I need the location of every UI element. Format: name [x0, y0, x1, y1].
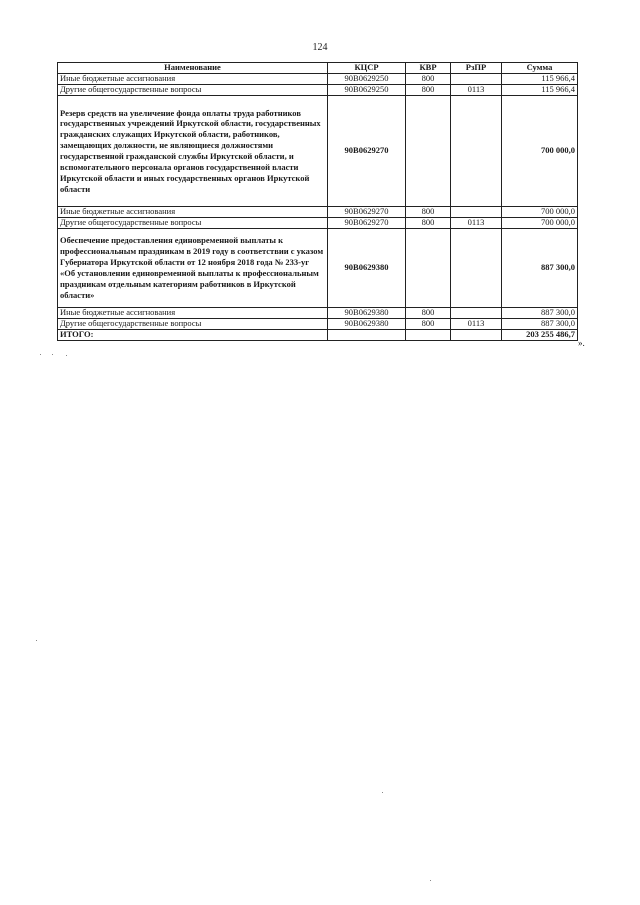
row-sum: 700 000,0	[502, 96, 578, 207]
row-name: Другие общегосударственные вопросы	[58, 319, 328, 330]
row-kcsr: 90В0629270	[328, 207, 406, 218]
row-sum: 887 300,0	[502, 319, 578, 330]
scan-speck	[430, 880, 431, 881]
table-row	[58, 319, 578, 330]
row-kcsr: 90В0629250	[328, 85, 406, 96]
row-sum: 887 300,0	[502, 308, 578, 319]
row-kcsr: 90В0629270	[328, 96, 406, 207]
header-name: Наименование	[58, 63, 328, 74]
row-sum: 700 000,0	[502, 207, 578, 218]
row-sum: 115 966,4	[502, 74, 578, 85]
header-kcsr: КЦСР	[328, 63, 406, 74]
row-rzpr: 0113	[451, 319, 502, 330]
row-kcsr: 90В0629270	[328, 218, 406, 229]
total-sum: 203 255 486,7	[502, 330, 578, 341]
row-kvr: 800	[406, 85, 451, 96]
row-kvr	[406, 229, 451, 308]
row-rzpr	[451, 308, 502, 319]
row-sum: 700 000,0	[502, 218, 578, 229]
row-kcsr: 90В0629380	[328, 229, 406, 308]
row-rzpr	[451, 96, 502, 207]
header-rzpr: РзПР	[451, 63, 502, 74]
row-kcsr: 90В0629250	[328, 74, 406, 85]
row-name: Другие общегосударственные вопросы	[58, 85, 328, 96]
table-row	[58, 96, 578, 207]
row-name: Резерв средств на увеличение фонда оплаты труда работников государственных учреждений Иркутской области, государственных гражданских служащих Иркутской области, работников, замещающих должности, не являющиеся должностями государственной гражданской службы Иркутской области, и вспомогательного персонала органов государственной власти Иркутской области и иных государственных органов Иркутской области	[58, 96, 328, 207]
row-kcsr: 90В0629380	[328, 319, 406, 330]
table-row	[58, 229, 578, 308]
row-rzpr: 0113	[451, 85, 502, 96]
row-kvr: 800	[406, 308, 451, 319]
row-kvr: 800	[406, 319, 451, 330]
row-kcsr: 90В0629380	[328, 308, 406, 319]
scan-speck	[66, 355, 67, 356]
table-row	[58, 218, 578, 229]
row-kvr: 800	[406, 218, 451, 229]
page-number: 124	[312, 42, 328, 53]
total-empty-cell	[406, 330, 451, 341]
row-sum: 887 300,0	[502, 229, 578, 308]
scan-speck	[36, 640, 37, 641]
table-row	[58, 308, 578, 319]
row-sum: 115 966,4	[502, 85, 578, 96]
budget-table	[57, 62, 578, 341]
row-name: Иные бюджетные ассигнования	[58, 74, 328, 85]
row-kvr	[406, 96, 451, 207]
total-row	[58, 330, 578, 341]
row-kvr: 800	[406, 74, 451, 85]
table-row	[58, 74, 578, 85]
total-empty-cell	[451, 330, 502, 341]
scan-speck	[40, 354, 41, 355]
total-empty-cell	[328, 330, 406, 341]
row-name: Иные бюджетные ассигнования	[58, 308, 328, 319]
row-rzpr	[451, 207, 502, 218]
table-header-row	[58, 63, 578, 74]
scan-speck	[52, 354, 53, 355]
table-row	[58, 85, 578, 96]
row-kvr: 800	[406, 207, 451, 218]
header-kvr: КВР	[406, 63, 451, 74]
total-label: ИТОГО:	[58, 330, 328, 341]
row-name: Обеспечение предоставления единовременной выплаты к профессиональным праздникам в 2019 году в соответствии с указом Губернатора Иркутской области от 12 ноября 2018 года № 233-уг «Об установлении единовременной выплаты к профессиональным праздникам отдельным категориям работников в Иркутской области»	[58, 229, 328, 308]
scan-speck	[382, 792, 383, 793]
row-rzpr	[451, 74, 502, 85]
row-rzpr	[451, 229, 502, 308]
table-row	[58, 207, 578, 218]
closing-quote-mark: ».	[578, 338, 585, 348]
row-name: Иные бюджетные ассигнования	[58, 207, 328, 218]
header-sum: Сумма	[502, 63, 578, 74]
row-name: Другие общегосударственные вопросы	[58, 218, 328, 229]
row-rzpr: 0113	[451, 218, 502, 229]
